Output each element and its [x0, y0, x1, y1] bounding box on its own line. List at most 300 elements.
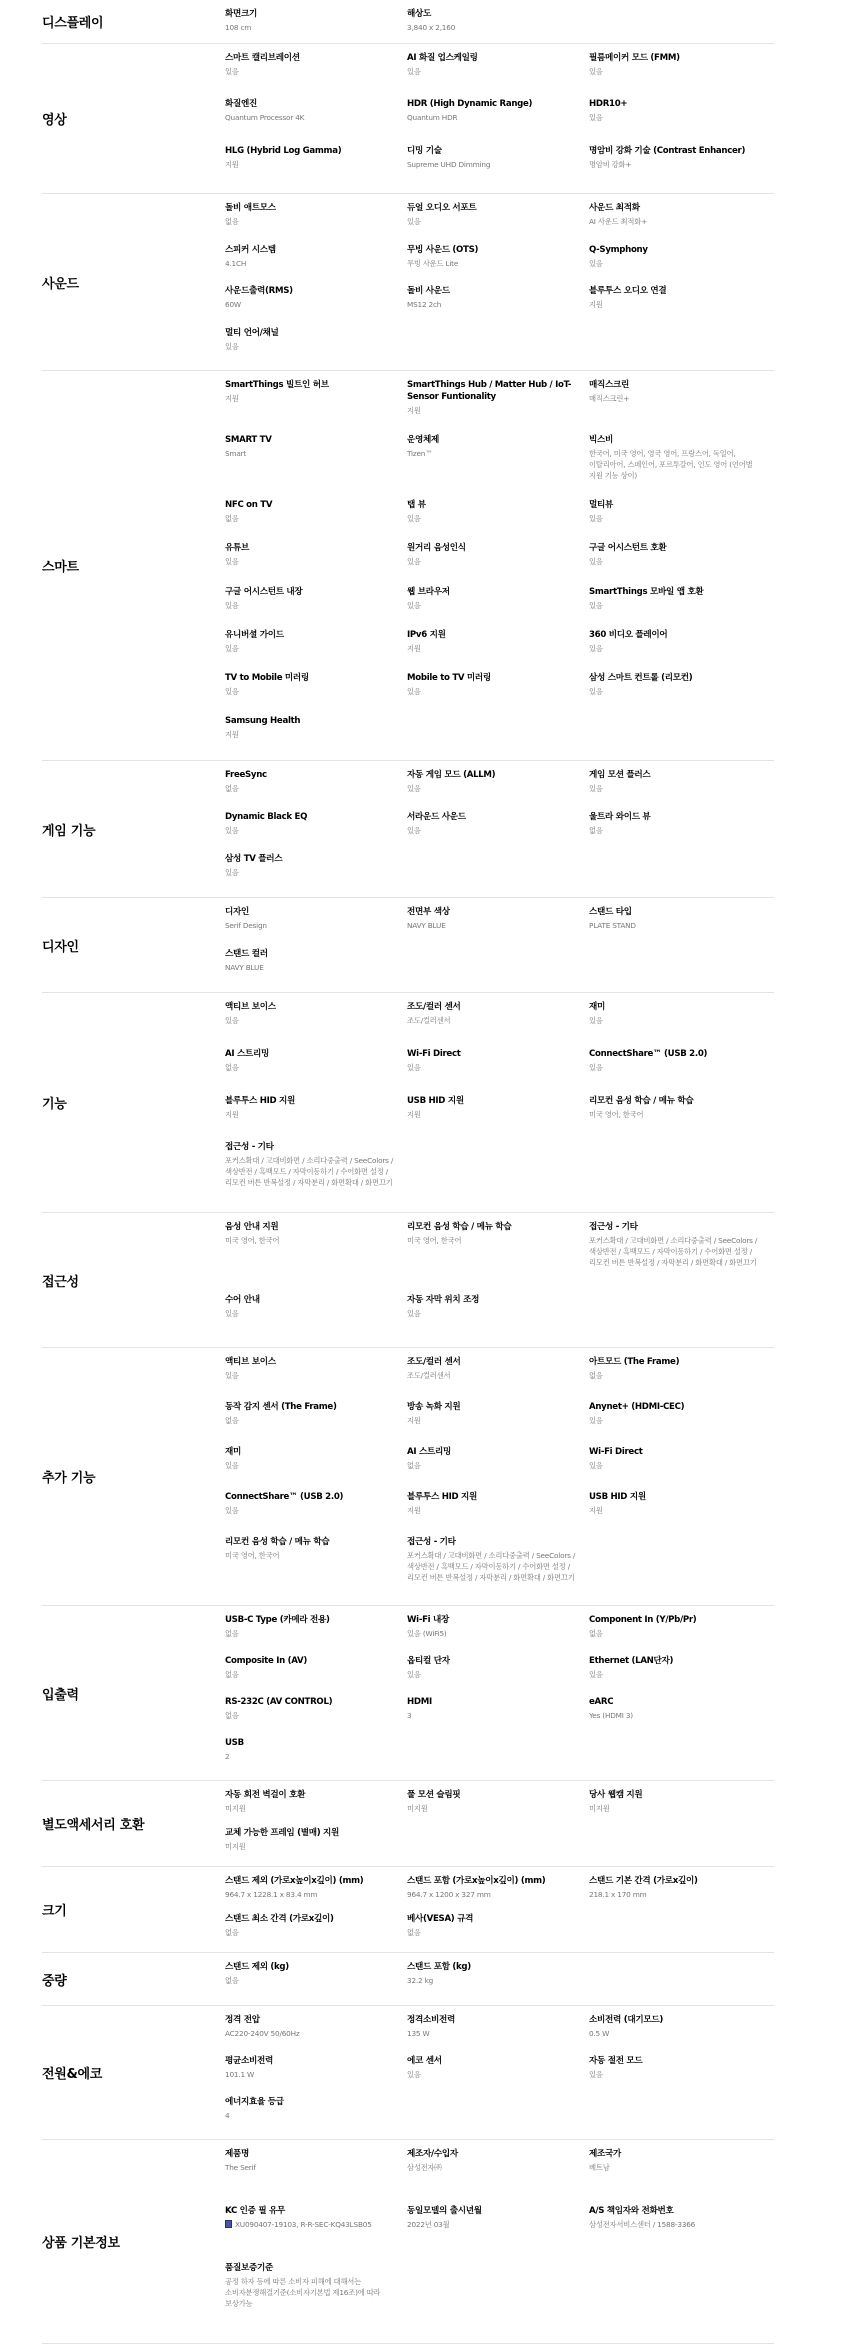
spec-value-text: PLATE STAND: [589, 921, 636, 930]
spec-value: [225, 1751, 399, 1762]
spec-label: 스피커 시스템: [225, 244, 276, 255]
spec-label: KC 인증 필 유무: [225, 2206, 286, 2216]
spec-item: [589, 379, 774, 434]
spec-label: HLG (Hybrid Log Gamma): [225, 145, 342, 156]
spec-label: 동일모델의 출시년월: [407, 2206, 482, 2216]
spec-value-text: 없음: [225, 1976, 239, 1985]
spec-label: ConnectShare™ (USB 2.0): [225, 1492, 344, 1502]
spec-value: [225, 867, 399, 878]
spec-item: [225, 1789, 407, 1827]
spec-item: [407, 145, 589, 191]
spec-item: [225, 906, 407, 948]
spec-label: 제조국가: [589, 2149, 622, 2159]
spec-label: AI 스트리밍: [225, 1048, 269, 1059]
spec-value-text: 있음: [225, 868, 239, 877]
spec-item: [589, 1614, 774, 1655]
spec-label: 필름메이커 모드 (FMM): [589, 53, 680, 63]
spec-value: [407, 1109, 581, 1120]
spec-value: [407, 1927, 581, 1938]
spec-label: Wi-Fi Direct: [407, 1048, 461, 1059]
spec-value-text: Smart: [225, 449, 247, 459]
spec-label: 원거리 음성인식: [407, 543, 466, 554]
spec-value-text: 없음: [225, 1416, 239, 1425]
spec-value-text: 지원: [407, 1109, 421, 1119]
spec-item: [225, 2014, 407, 2055]
spec-item: [225, 2055, 407, 2096]
spec-label: AI 스트리밍: [407, 1447, 451, 1457]
spec-value-text: 없음: [225, 784, 239, 793]
spec-value: [225, 2069, 399, 2080]
spec-item: [225, 1221, 407, 1294]
spec-item: [589, 769, 774, 811]
spec-value-text: 없음: [225, 1670, 239, 1679]
spec-value: [407, 825, 581, 836]
spec-value: [589, 216, 766, 227]
spec-item: [407, 1875, 589, 1913]
section-title: 영상: [42, 113, 67, 128]
spec-item: [225, 379, 407, 434]
spec-label: RS-232C (AV CONTROL): [225, 1697, 333, 1707]
spec-value-text: 있음: [589, 557, 603, 567]
spec-value: [407, 216, 581, 227]
spec-label: 리모컨 음성 학습 / 메뉴 학습: [225, 1537, 330, 1547]
spec-label: 유튜브: [225, 543, 250, 554]
spec-value: [225, 1415, 399, 1426]
spec-value: [589, 643, 766, 654]
spec-section-display: [42, 0, 774, 44]
spec-item: [589, 52, 774, 98]
spec-item: [407, 52, 589, 98]
spec-label: 구글 어시스턴트 내장: [225, 586, 303, 597]
spec-item: [225, 1446, 407, 1491]
spec-item: [225, 1696, 407, 1737]
spec-label: USB HID 지원: [407, 1095, 464, 1106]
spec-item: [589, 1491, 774, 1536]
spec-label: Component In (Y/Pb/Pr): [589, 1615, 697, 1625]
spec-item: [407, 811, 589, 853]
spec-value: [225, 1155, 399, 1188]
spec-value-text: 없음: [225, 1711, 239, 1720]
spec-label: 빅스비: [589, 435, 614, 446]
spec-value: [589, 2162, 766, 2173]
spec-value: [589, 448, 766, 481]
spec-value-text: 있음: [407, 784, 421, 793]
spec-item: [407, 8, 589, 43]
spec-value: [589, 513, 766, 524]
spec-label: 블루투스 HID 지원: [407, 1492, 478, 1502]
spec-value: [589, 1460, 766, 1471]
spec-item: [225, 542, 407, 585]
spec-value-text: 있음: [407, 1670, 421, 1679]
spec-value-text: 있음: [225, 1371, 239, 1380]
spec-section-info: [42, 2140, 774, 2344]
spec-label: 듀얼 오디오 서포트: [407, 203, 477, 213]
spec-value-text: 조도/컬러센서: [407, 1016, 451, 1025]
spec-value-text: 무빙 사운드 Lite: [407, 258, 459, 268]
spec-item: [589, 586, 774, 629]
spec-value: [225, 1803, 399, 1814]
spec-label: 돌비 사운드: [407, 286, 450, 296]
spec-value-text: 964.7 x 1228.1 x 83.4 mm: [225, 1890, 318, 1899]
spec-value: [407, 2219, 581, 2230]
spec-value: [589, 1710, 766, 1721]
spec-label: 돌비 애트모스: [225, 203, 276, 213]
spec-label: 유니버셜 가이드: [225, 629, 284, 640]
spec-value: [225, 258, 399, 269]
spec-value: [407, 1975, 581, 1986]
spec-item: [589, 2205, 774, 2262]
spec-label: 무빙 사운드 (OTS): [407, 244, 479, 255]
spec-value-text: NAVY BLUE: [225, 963, 264, 972]
spec-value-text: 있음: [407, 557, 421, 567]
spec-label: 사운드 최적화: [589, 203, 640, 213]
spec-value: [407, 1370, 581, 1381]
spec-item: [407, 1789, 589, 1827]
spec-value-text: 있음: [407, 686, 421, 696]
spec-item: [589, 1095, 774, 1142]
spec-value: [589, 1415, 766, 1426]
spec-value: [589, 1235, 766, 1268]
spec-item: [225, 715, 407, 758]
spec-item: [225, 1614, 407, 1655]
spec-item: [407, 1696, 589, 1737]
spec-value: [407, 405, 581, 416]
spec-value: [589, 1628, 766, 1639]
spec-item: [589, 1221, 774, 1294]
spec-value-text: 지원: [589, 1506, 603, 1515]
spec-value: [589, 2069, 766, 2080]
spec-label: 블루투스 오디오 연결: [589, 286, 667, 296]
spec-item: [589, 1401, 774, 1446]
spec-label: Dynamic Black EQ: [225, 812, 308, 822]
spec-label: 삼성 스마트 컨트롤 (리모컨): [589, 672, 693, 683]
spec-label: 평균소비전력: [225, 2056, 274, 2066]
section-title: 크기: [42, 1904, 67, 1919]
spec-label: 자동 자막 위치 조정: [407, 1295, 480, 1305]
spec-label: 동작 감지 센서 (The Frame): [225, 1402, 337, 1412]
spec-value: [225, 962, 399, 973]
spec-value-text: 없음: [589, 1371, 603, 1380]
spec-grid: [225, 1781, 774, 1866]
spec-value: [225, 600, 399, 611]
spec-value-text: 있음: [407, 1062, 421, 1072]
spec-value: [407, 643, 581, 654]
spec-label: 옵티컬 단자: [407, 1656, 450, 1666]
spec-item: [225, 1491, 407, 1536]
spec-value-text: 지원: [407, 643, 421, 653]
spec-value: [407, 1415, 581, 1426]
spec-value-text: 베트남: [589, 2163, 610, 2172]
spec-label: 삼성 TV 플러스: [225, 854, 283, 864]
spec-item: [407, 1536, 589, 1603]
spec-item: [407, 244, 589, 286]
spec-item: [225, 285, 407, 327]
spec-label: 전면부 색상: [407, 907, 450, 917]
spec-value: [407, 1308, 581, 1319]
spec-value: [589, 1505, 766, 1516]
spec-item: [225, 853, 407, 895]
section-title: 입출력: [42, 1687, 79, 1703]
spec-label: 블루투스 HID 지원: [225, 1095, 296, 1106]
spec-value: [407, 1710, 581, 1721]
spec-value: [407, 22, 581, 33]
spec-item: [225, 52, 407, 98]
spec-value: [407, 1235, 581, 1246]
spec-item: [589, 285, 774, 327]
spec-grid: [225, 761, 774, 897]
section-title: 중량: [42, 1973, 67, 1989]
spec-item: [225, 1141, 407, 1210]
spec-value-text: Quantum HDR: [407, 113, 458, 123]
spec-label: Composite In (AV): [225, 1656, 307, 1666]
spec-value: [589, 1370, 766, 1381]
spec-label: 베사(VESA) 규격: [407, 1913, 474, 1924]
spec-item: [407, 202, 589, 244]
spec-item: [225, 2148, 407, 2205]
spec-value-text: 없음: [225, 1927, 239, 1937]
spec-value: [225, 1927, 399, 1938]
spec-value: [589, 393, 766, 404]
spec-value-text: 3: [407, 1711, 412, 1720]
spec-item: [407, 629, 589, 672]
spec-value-text: 미지원: [225, 1804, 246, 1813]
spec-label: 멀티 언어/채널: [225, 327, 279, 338]
spec-value: [407, 1669, 581, 1680]
spec-item: [225, 2096, 407, 2137]
spec-item: [225, 1827, 407, 1865]
spec-item: [407, 1095, 589, 1142]
spec-value-text: 공정 하자 등에 따른 소비자 피해에 대해서는 소비자분쟁해결기준(소비자기본법 제16조)에 따라 보상가능: [225, 2277, 381, 2308]
spec-value-text: 있음: [225, 1506, 239, 1515]
spec-value-text: 미국 영어, 한국어: [225, 1551, 280, 1560]
spec-section-extra: [42, 1348, 774, 1606]
spec-value: [225, 393, 399, 404]
spec-value-text: 2022년 03월: [407, 2220, 450, 2229]
spec-value-text: 있음: [407, 217, 421, 226]
spec-label: 웹 브라우저: [407, 586, 450, 597]
section-title: 별도액세서리 호환: [42, 1818, 145, 1833]
spec-value-text: Serif Design: [225, 921, 267, 930]
spec-value-text: AI 사운드 최적화+: [589, 217, 647, 226]
spec-label: SmartThings 모바일 앱 호환: [589, 586, 704, 597]
spec-item: [225, 1294, 407, 1345]
spec-value-text: 지원: [225, 729, 239, 739]
spec-label: 정격 전압: [225, 2015, 260, 2025]
spec-section-power: [42, 2006, 774, 2140]
spec-value-text: 없음: [225, 514, 239, 524]
spec-value-text: 명암비 강화+: [589, 159, 632, 169]
spec-label: 스탠드 컬러: [225, 949, 268, 959]
spec-label: 자동 회전 벽걸이 호환: [225, 1790, 306, 1800]
spec-label: Wi-Fi 내장: [407, 1615, 450, 1625]
spec-label: 서라운드 사운드: [407, 812, 466, 822]
spec-value-text: 있음: [589, 600, 603, 610]
spec-label: Samsung Health: [225, 715, 301, 726]
spec-value-text: 미국 영어, 한국어: [589, 1109, 644, 1119]
spec-value: [225, 783, 399, 794]
spec-item: [225, 8, 407, 43]
spec-value: [589, 783, 766, 794]
spec-label: 화질엔진: [225, 99, 258, 110]
spec-value: [589, 159, 766, 170]
spec-value-text: 없음: [225, 1629, 239, 1638]
spec-section-size: [42, 1867, 774, 1953]
spec-value: [407, 1889, 581, 1900]
spec-value-text: 지원: [407, 1416, 421, 1425]
spec-value-text: 있음: [225, 600, 239, 610]
spec-label: 디밍 기술: [407, 145, 442, 156]
spec-value-text: 있음: [589, 784, 603, 793]
spec-value-text: 있음: [225, 341, 239, 351]
spec-value-text: 없음: [407, 1927, 421, 1937]
spec-value: [225, 643, 399, 654]
spec-value-text: 있음: [589, 113, 603, 123]
spec-label: 스탠드 최소 간격 (가로x깊이): [225, 1913, 334, 1924]
spec-value: [225, 66, 399, 77]
spec-value: [225, 1550, 399, 1561]
spec-label: 에너지효율 등급: [225, 2097, 284, 2107]
spec-item: [407, 1913, 589, 1951]
spec-value-text: 없음: [407, 1461, 421, 1470]
spec-item: [589, 1655, 774, 1696]
spec-item: [225, 1048, 407, 1095]
spec-value: [589, 1669, 766, 1680]
section-title: 상품 기본정보: [42, 2236, 120, 2251]
spec-value: [225, 299, 399, 310]
spec-value-text: 있음: [225, 826, 239, 835]
spec-value: [589, 1062, 766, 1073]
spec-section-accessory: [42, 1781, 774, 1867]
spec-label: 게임 모션 플러스: [589, 770, 651, 780]
spec-value: [225, 825, 399, 836]
spec-label: HDR10+: [589, 99, 628, 110]
spec-value-text: 없음: [589, 826, 603, 835]
spec-grid: [225, 1867, 774, 1952]
spec-item: [407, 434, 589, 499]
spec-value-text: 있음: [589, 258, 603, 268]
spec-value: [407, 2069, 581, 2080]
spec-item: [589, 244, 774, 286]
spec-value: [589, 1889, 766, 1900]
spec-section-smart: [42, 371, 774, 761]
spec-label: 스탠드 포함 (가로x높이x깊이) (mm): [407, 1876, 546, 1886]
spec-item: [407, 1294, 589, 1345]
spec-value-text: 지원: [407, 406, 421, 415]
spec-value: [589, 2028, 766, 2039]
spec-value: [407, 1015, 581, 1026]
spec-item: [225, 629, 407, 672]
spec-value: [225, 1062, 399, 1073]
spec-section-video: [42, 44, 774, 194]
spec-label: 사운드출력(RMS): [225, 286, 293, 296]
spec-value-text: 135 W: [407, 2029, 430, 2038]
spec-label: 풀 모션 슬림핏: [407, 1790, 461, 1800]
spec-value: [589, 112, 766, 123]
spec-item: [407, 499, 589, 542]
spec-value: [407, 686, 581, 697]
spec-item: [225, 672, 407, 715]
section-title: 접근성: [42, 1274, 79, 1290]
spec-value: [589, 1015, 766, 1026]
spec-value-text: 포커스확대 / 고대비화면 / 소리다중출력 / SeeColors / 색상반전 / 흑백모드 / 자막이동하기 / 수어화면 설정 / 리모컨 버튼 반복설정 / 자막분리 / 화면확대 / 화면끄기: [407, 1551, 576, 1582]
spec-value: [589, 600, 766, 611]
spec-label: 해상도: [407, 9, 432, 19]
spec-section-design: [42, 898, 774, 993]
spec-value: [225, 2162, 399, 2173]
spec-label: 품질보증기준: [225, 2263, 274, 2273]
spec-item: [589, 672, 774, 715]
spec-item: [225, 1095, 407, 1142]
spec-item: [225, 244, 407, 286]
spec-value-text: 있음: [407, 826, 421, 835]
spec-value-text: 있음: [225, 643, 239, 653]
spec-label: NFC on TV: [225, 500, 273, 511]
spec-label: Wi-Fi Direct: [589, 1447, 643, 1457]
spec-item: [407, 285, 589, 327]
spec-item: [225, 769, 407, 811]
spec-item: [225, 1536, 407, 1603]
spec-label: 디자인: [225, 907, 250, 917]
spec-value-text: 있음: [589, 1670, 603, 1679]
spec-item: [225, 1737, 407, 1778]
spec-value: [225, 1235, 399, 1246]
spec-label: SmartThings Hub / Matter Hub / IoT-Sensor Funtionality: [407, 380, 572, 402]
spec-label: 리모컨 음성 학습 / 메뉴 학습: [589, 1095, 694, 1106]
spec-value: [225, 686, 399, 697]
spec-value: [225, 216, 399, 227]
spec-value-text: 있음: [407, 514, 421, 524]
spec-item: [225, 1913, 407, 1951]
section-title: 스마트: [42, 560, 79, 575]
spec-item: [407, 1356, 589, 1401]
spec-value: [225, 1710, 399, 1721]
spec-value-text: 미지원: [225, 1841, 246, 1851]
spec-value-text: The Serif: [225, 2163, 256, 2172]
spec-label: 리모컨 음성 학습 / 메뉴 학습: [407, 1222, 512, 1232]
spec-value: [225, 1370, 399, 1381]
spec-label: 조도/컬러 센서: [407, 1002, 461, 1012]
spec-item: [225, 327, 407, 369]
spec-value-text: 0.5 W: [589, 2029, 610, 2038]
spec-section-io: [42, 1606, 774, 1781]
spec-label: 스마트 캘리브레이션: [225, 53, 300, 63]
spec-item: [407, 1961, 589, 2003]
spec-item: [589, 145, 774, 191]
spec-value: [407, 600, 581, 611]
spec-item: [589, 1446, 774, 1491]
spec-value: [407, 1062, 581, 1073]
spec-item: [225, 1356, 407, 1401]
spec-value-text: 있음: [589, 2070, 603, 2079]
spec-value: [225, 2219, 399, 2230]
spec-label: USB HID 지원: [589, 1492, 646, 1502]
spec-grid: [225, 1953, 774, 2005]
spec-grid: [225, 44, 774, 193]
spec-label: 조도/컬러 센서: [407, 1357, 461, 1367]
spec-value-text: 101.1 W: [225, 2070, 255, 2079]
kc-certification-icon: [225, 2220, 232, 2228]
spec-value-text: 있음: [589, 1062, 603, 1072]
spec-item: [589, 1048, 774, 1095]
spec-value: [407, 556, 581, 567]
spec-item: [589, 2014, 774, 2055]
spec-value-text: Tizen™: [407, 449, 433, 459]
spec-value: [407, 783, 581, 794]
spec-value: [589, 66, 766, 77]
spec-item: [225, 202, 407, 244]
spec-item: [589, 202, 774, 244]
spec-value: [225, 1669, 399, 1680]
